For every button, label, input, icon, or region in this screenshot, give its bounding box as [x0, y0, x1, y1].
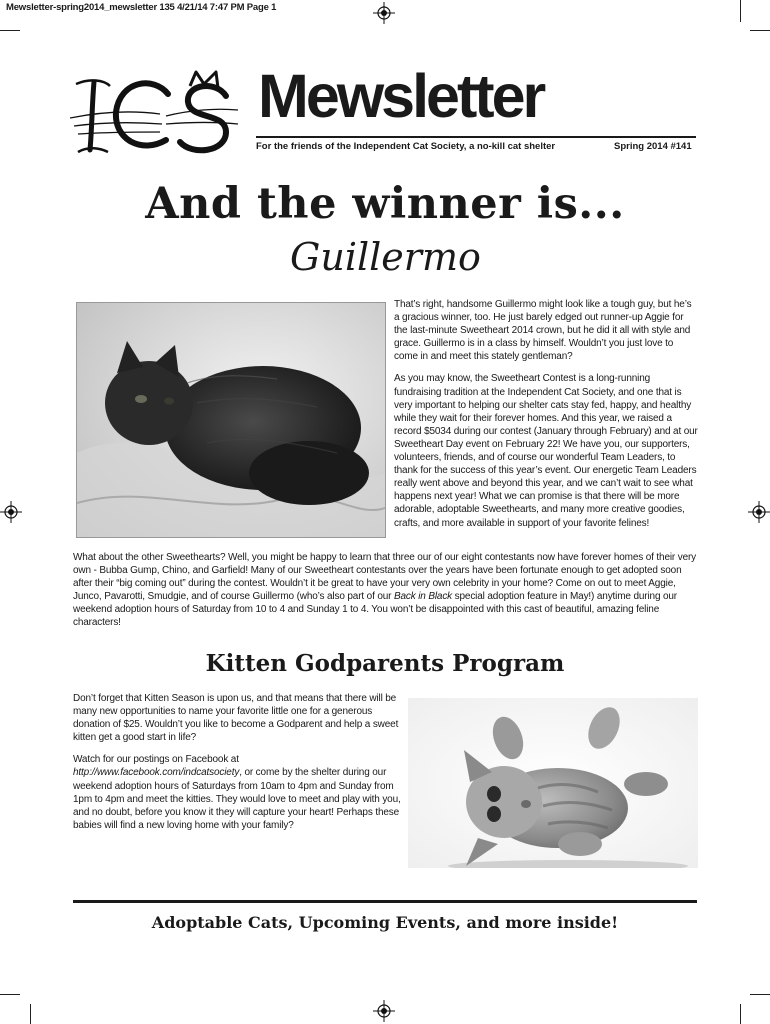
text-run: What about the other Sweethearts? Well, you might be happy to learn that three our of our eight contestants now have forever homes of their very own - Bubba Gump, Chino, and Garfield! Many of our Sweetheart contestants over the years have been fortunate enough to get adopted soon after their “big coming out” during the contest. Wouldn’t it be great to have your very own celebrity in your home? Come on out to meet Aggie, Junco, Pavarotti, Smudgie, and of course Guillermo (who’s also part of our	[73, 552, 697, 603]
kitten-paragraph: Don’t forget that Kitten Season is upon us, and that means that there will be many new opportunities to name your favorite little one for a generous donation of $25. Wouldn’t you like to become a Godparent and help a sweet kitten get a good start in life?	[73, 693, 399, 744]
footer-teaser: Adoptable Cats, Upcoming Events, and more inside!	[151, 913, 619, 932]
text-run: special adoption feature in May!) anytime during our weekend adoption hours of Saturday from 10 to 4 and Sunday 1 to 4. You won’t be disappointed with this cast of beautiful, amazing feline characters!	[73, 591, 677, 629]
feature-title-italic: Back in Black	[393, 591, 453, 603]
masthead-rule	[256, 136, 696, 138]
black-long-haired-cat-photo	[76, 302, 386, 538]
crop-mark	[0, 30, 20, 31]
issue-number: Spring 2014 #141	[614, 141, 692, 152]
crop-mark	[740, 1004, 741, 1024]
ics-cat-logo	[70, 66, 238, 160]
crop-mark	[750, 994, 770, 995]
registration-mark-icon	[748, 501, 770, 523]
text-run: Watch for our postings on Facebook at	[73, 754, 239, 766]
registration-mark-icon	[373, 1000, 395, 1022]
kitten-section-heading: Kitten Godparents Program	[205, 650, 565, 677]
feature-paragraph: As you may know, the Sweetheart Contest is a long-running fundraising tradition at the Independent Cat Society, and one that is very important to helping our shelter cats stay fed, happy, and healthy while they wait for their forever homes. And this year, we raised a record $5034 during our contest (January through February) and at our Sweetheart Day event on February 22! We have you, our supporters, volunteers, friends, and of course our wonderful Team Leaders, to thank for the success of this year’s event. Our energetic Team Leaders really went above and beyond this year, and we can’t wait to see what happens next year! What we can promise is that there will be more adorable, adoptable Sweethearts, and many more creative goodies, crafts, and more available in support of your favorite felines!	[394, 373, 698, 529]
crop-mark	[740, 0, 741, 22]
feature-headline: And the winner is...	[145, 179, 625, 229]
tagline: For the friends of the Independent Cat Society, a no-kill cat shelter	[256, 141, 556, 152]
print-slug: Mewsletter-spring2014_mewsletter 135 4/21/14 7:47 PM Page 1	[6, 2, 277, 13]
facebook-link[interactable]: http://www.facebook.com/indcatsociety	[73, 767, 240, 779]
newsletter-title: Mewsletter	[258, 62, 544, 130]
kitten-left-column	[73, 692, 401, 832]
feature-paragraph: That’s right, handsome Guillermo might look like a tough guy, but he’s a gracious winner, too. He just barely edged out runner-up Aggie for the last-minute Sweetheart 2014 crown, but he did it all with style and grace. Guillermo is in a class by himself. Wouldn’t you just love to come in and meet this stately gentleman?	[394, 299, 692, 363]
crop-mark	[30, 1004, 31, 1024]
registration-mark-icon	[373, 2, 395, 24]
playful-kitten-photo	[408, 698, 698, 868]
crop-mark	[0, 994, 20, 995]
feature-full-width-paragraph	[73, 551, 699, 630]
crop-mark	[750, 30, 770, 31]
footer-rule	[73, 900, 697, 903]
feature-right-column	[394, 298, 698, 530]
winner-name: Guillermo	[290, 235, 481, 279]
text-run: , or come by the shelter during our weekend adoption hours of Saturdays from 10am to 4pm and Sunday from 1pm to 4pm and meet the kitties. They would love to meet and play with you, and no doubt, before you know it they will capture your heart! Perhaps these babies will find a new loving home with your family?	[73, 767, 401, 831]
registration-mark-icon	[0, 501, 22, 523]
